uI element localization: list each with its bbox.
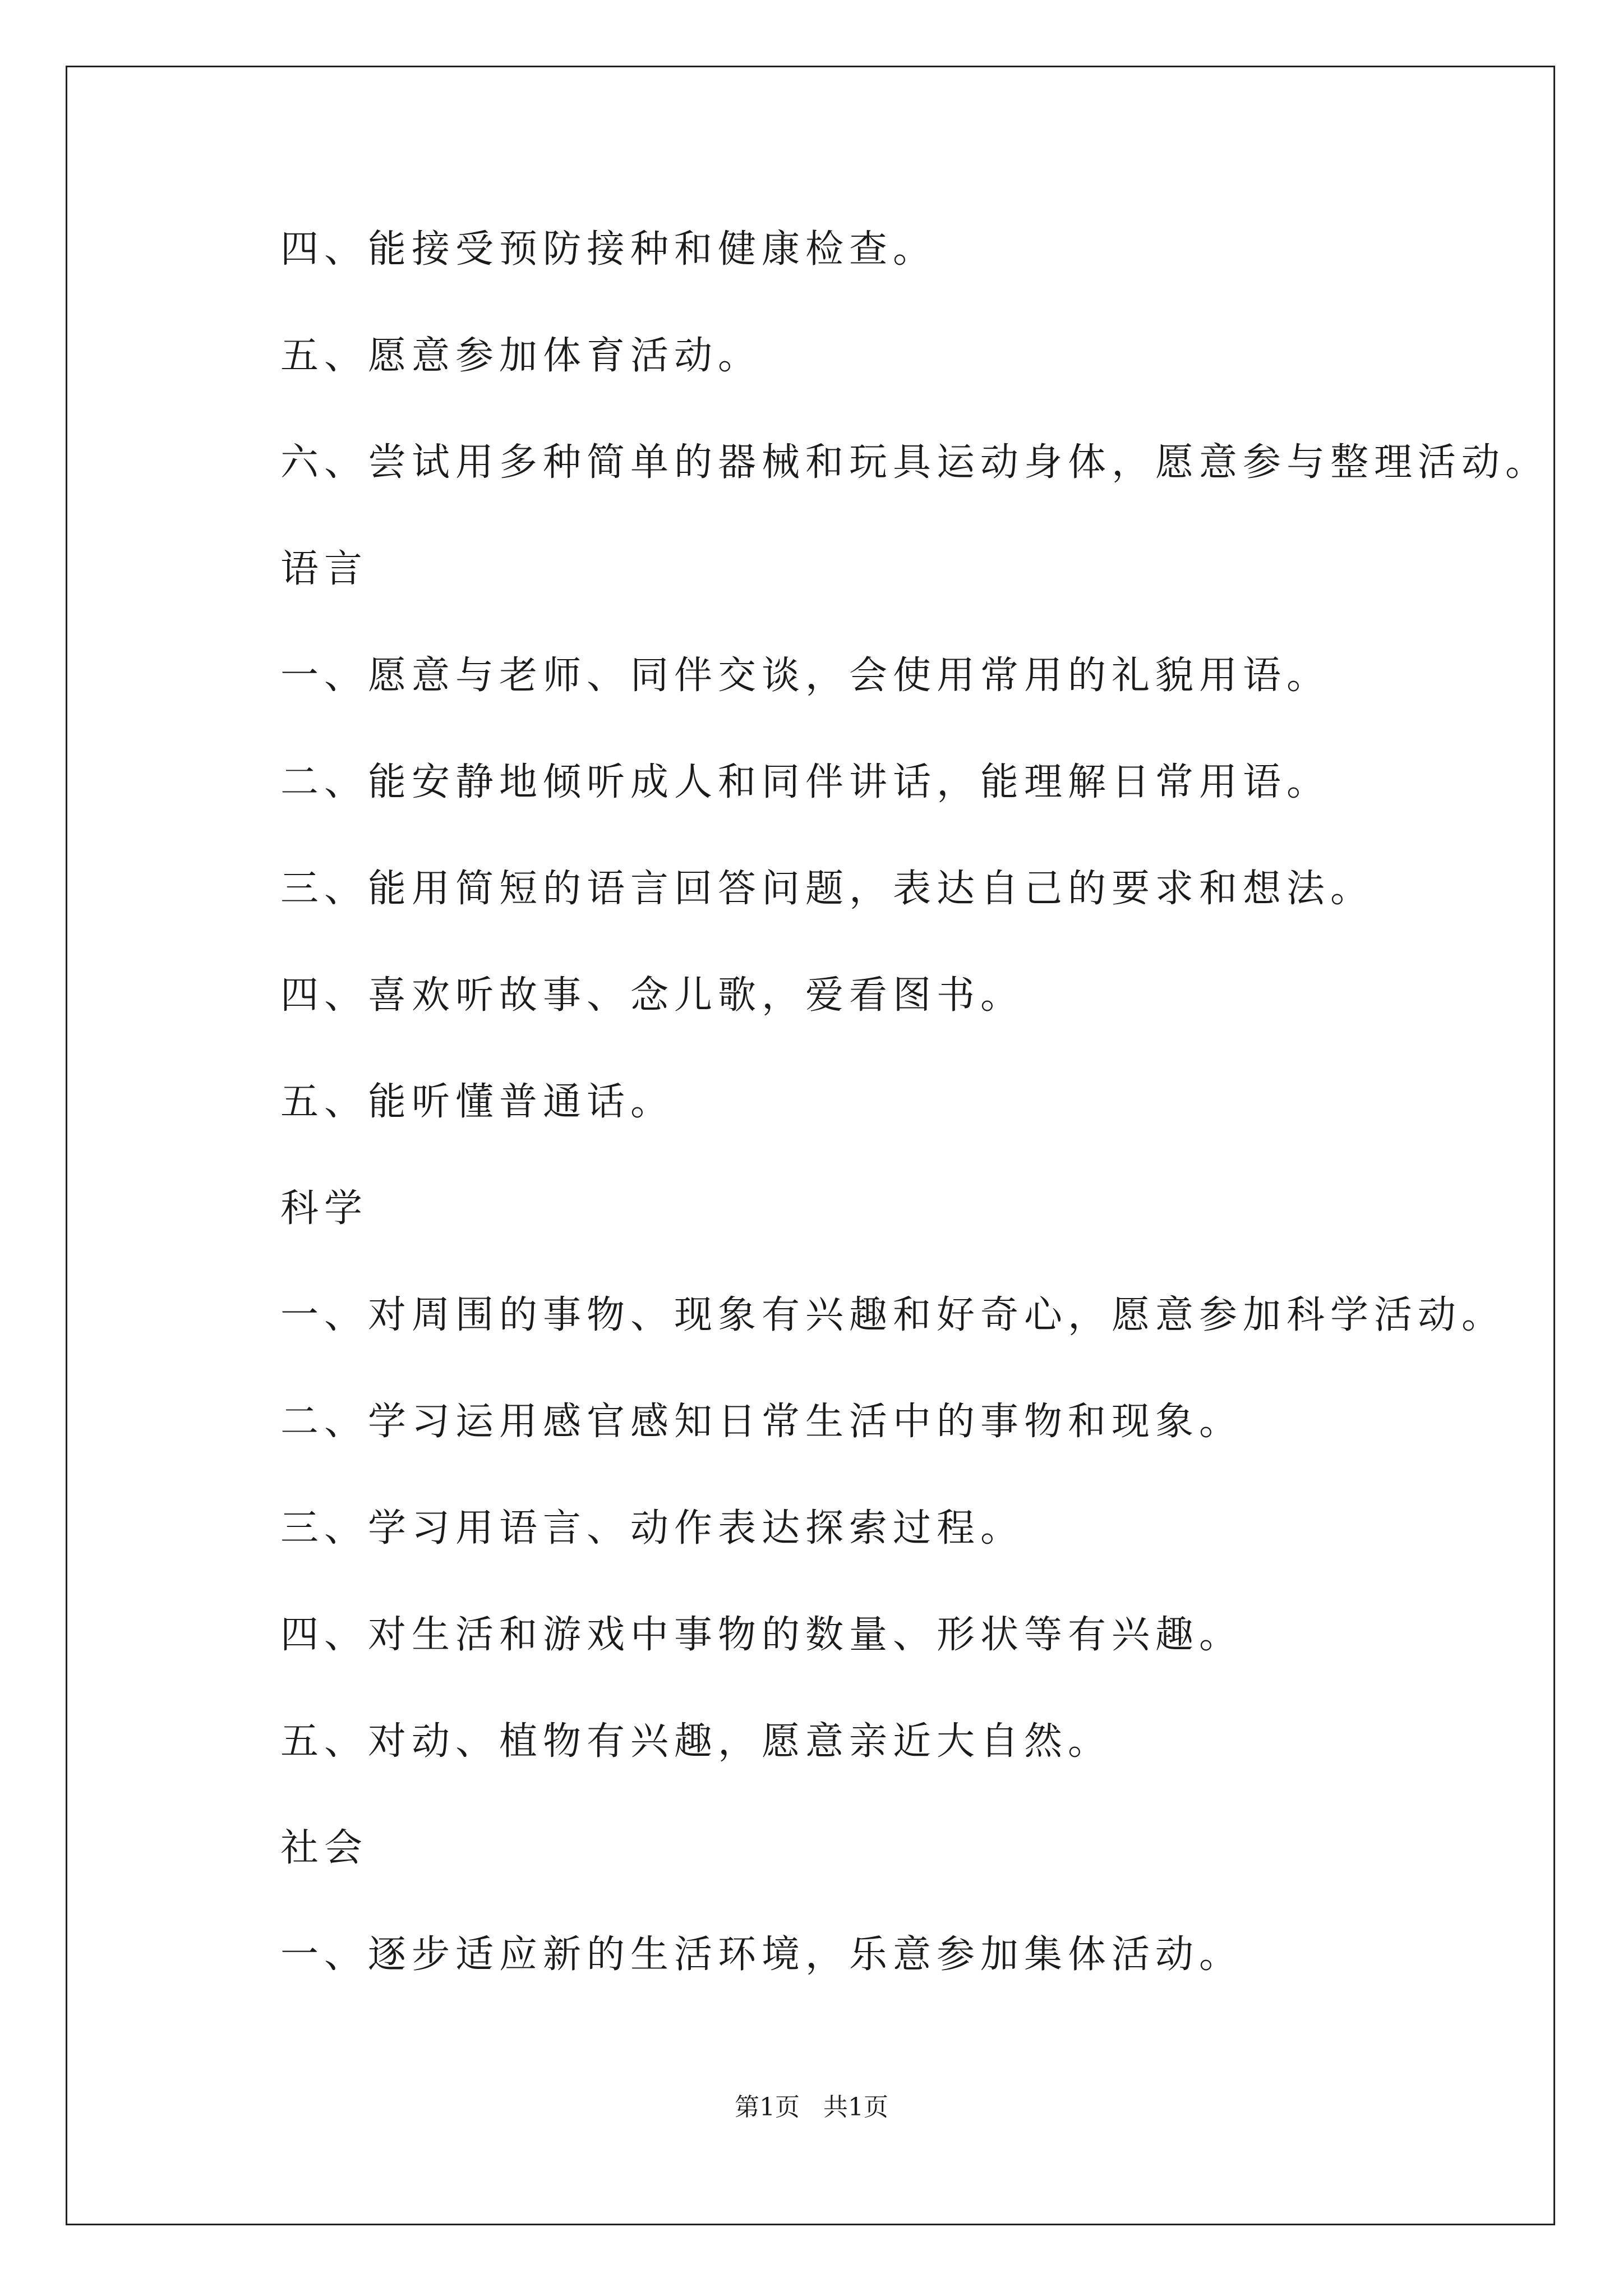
list-item: 三、学习用语言、动作表达探索过程。 [280,1506,1025,1550]
section-heading-society: 社会 [280,1826,368,1870]
section-heading-science: 科学 [280,1186,368,1231]
list-item: 一、逐步适应新的生活环境，乐意参加集体活动。 [280,1932,1243,1977]
list-item: 二、能安静地倾听成人和同伴讲话，能理解日常用语。 [280,760,1331,804]
list-item: 六、尝试用多种简单的器械和玩具运动身体，愿意参与整理活动。 [280,440,1550,485]
section-heading-language: 语言 [280,547,368,591]
list-item: 四、喜欢听故事、念儿歌，爱看图书。 [280,973,1025,1018]
document-body [280,213,1550,2025]
list-item: 五、对动、植物有兴趣，愿意亲近大自然。 [280,1719,1112,1764]
page-number: 第1页 [735,2093,800,2122]
page-total: 共1页 [823,2093,888,2122]
list-item: 四、对生活和游戏中事物的数量、形状等有兴趣。 [280,1613,1243,1657]
list-item: 二、学习运用感官感知日常生活中的事物和现象。 [280,1400,1243,1444]
page-footer [0,2087,1623,2123]
list-item: 三、能用简短的语言回答问题，表达自己的要求和想法。 [280,867,1375,911]
list-item: 五、愿意参加体育活动。 [280,334,762,378]
list-item: 一、对周围的事物、现象有兴趣和好奇心，愿意参加科学活动。 [280,1293,1506,1337]
list-item: 五、能听懂普通话。 [280,1080,675,1124]
list-item: 一、愿意与老师、同伴交谈，会使用常用的礼貌用语。 [280,654,1331,698]
list-item: 四、能接受预防接种和健康检查。 [280,227,937,272]
